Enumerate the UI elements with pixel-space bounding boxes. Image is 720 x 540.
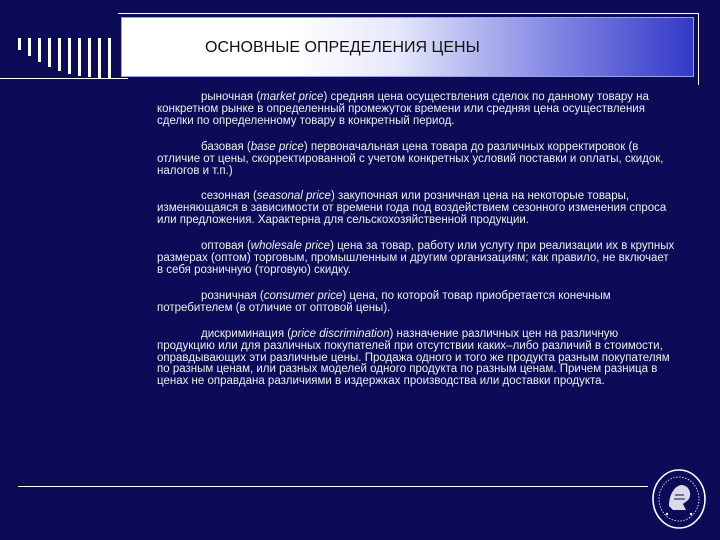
term: оптовая bbox=[201, 240, 244, 253]
term: рыночная bbox=[201, 91, 254, 103]
definition-price-discrimination: дискриминация (price discrimination) назначение различных цен на различную продукцию или для различных покупателей при отсутствии каких–либо различий в стоимости, оправдывающих эти различные цены. Продажа одного и того же продукта разным покупателям по разным ценам, или разных моделей одного продукта по разным ценам. Причем разница в ценах не оправдана различиями в издержках производства или доставки продукта. bbox=[157, 327, 670, 388]
decorative-bars bbox=[0, 0, 130, 80]
english-term: price discrimination bbox=[291, 327, 390, 340]
term: дискриминация bbox=[201, 327, 285, 340]
definition-consumer-price: розничная (consumer price) цена, по которой товар приобретается конечным потребителем (в отличие от оптовой цены). bbox=[157, 289, 611, 314]
definition-text: ) средняя цена осуществления сделок по данному товару на конкретном рынке в определенный промежуток времени или средняя цена осуществления сделки по определенному товару в конкретный период. bbox=[157, 91, 649, 127]
definition-text: ) закупочная или розничная цена на некоторые товары, изменяющаяся в зависимости от времени года под воздействием сезонного изменения спроса или предложения. Характерна для сельскохозяйственной продукции. bbox=[157, 190, 667, 227]
seal-emblem-icon bbox=[651, 468, 707, 530]
english-term: base price bbox=[250, 140, 304, 153]
definitions-list bbox=[157, 92, 677, 388]
term: розничная bbox=[201, 289, 257, 302]
definition-text: ) первоначальная цена товара до различных корректировок (в отличие от цены, скорректированной с учетом конкретных условий поставки и оплаты, скидок, налогов и т.п.) bbox=[157, 140, 664, 177]
definition-text: ) цена за товар, работу или услугу при реализации их в крупных размерах (оптом) торговым, промышленным и другим организациям; как правило, не включает в себя розничную (торговую) скидку. bbox=[157, 240, 675, 276]
page-title: ОСНОВНЫЕ ОПРЕДЕЛЕНИЯ ЦЕНЫ bbox=[205, 39, 480, 56]
definition-wholesale-price: оптовая (wholesale price) цена за товар, работу или услугу при реализации их в крупных размерах (оптом) торговым, промышленным и другим организациям; как правило, не включает в себя розничную (торговую) скидку. bbox=[157, 240, 675, 276]
definition-base-price: базовая (base price) первоначальная цена товара до различных корректировок (в отличие от цены, скорректированной с учетом конкретных условий поставки и оплаты, скидок, налогов и т.п.) bbox=[157, 140, 664, 177]
definition-market-price: рыночная (market price) средняя цена осуществления сделок по данному товару на конкретном рынке в определенный промежуток времени или средняя цена осуществления сделки по определенному товару в конкретный период. bbox=[157, 91, 649, 127]
term: базовая bbox=[201, 140, 244, 153]
definition-text: ) назначение различных цен на различную продукцию или для различных покупателей при отсутствии каких–либо различий в стоимости, оправдывающих эти различные цены. Продажа одного и того же продукта разным покупателям по разным ценам, или разных моделей одного продукта по разным ценам. Причем разница в ценах не оправдана различиями в издержках производства или доставки продукта. bbox=[157, 327, 670, 388]
english-term: consumer price bbox=[263, 289, 343, 302]
definition-seasonal-price: сезонная (seasonal price) закупочная или розничная цена на некоторые товары, изменяющаяся в зависимости от времени года под воздействием сезонного изменения спроса или предложения. Характерна для сельскохозяйственной продукции. bbox=[157, 190, 667, 227]
term: сезонная bbox=[201, 190, 250, 203]
footer-divider bbox=[18, 486, 648, 487]
header-divider bbox=[0, 78, 128, 79]
english-term: market price bbox=[260, 91, 324, 103]
definition-text: ) цена, по которой товар приобретается конечным потребителем (в отличие от оптовой цены). bbox=[157, 289, 611, 314]
english-term: seasonal price bbox=[256, 190, 331, 203]
english-term: wholesale price bbox=[250, 240, 331, 253]
title-banner bbox=[121, 17, 694, 77]
